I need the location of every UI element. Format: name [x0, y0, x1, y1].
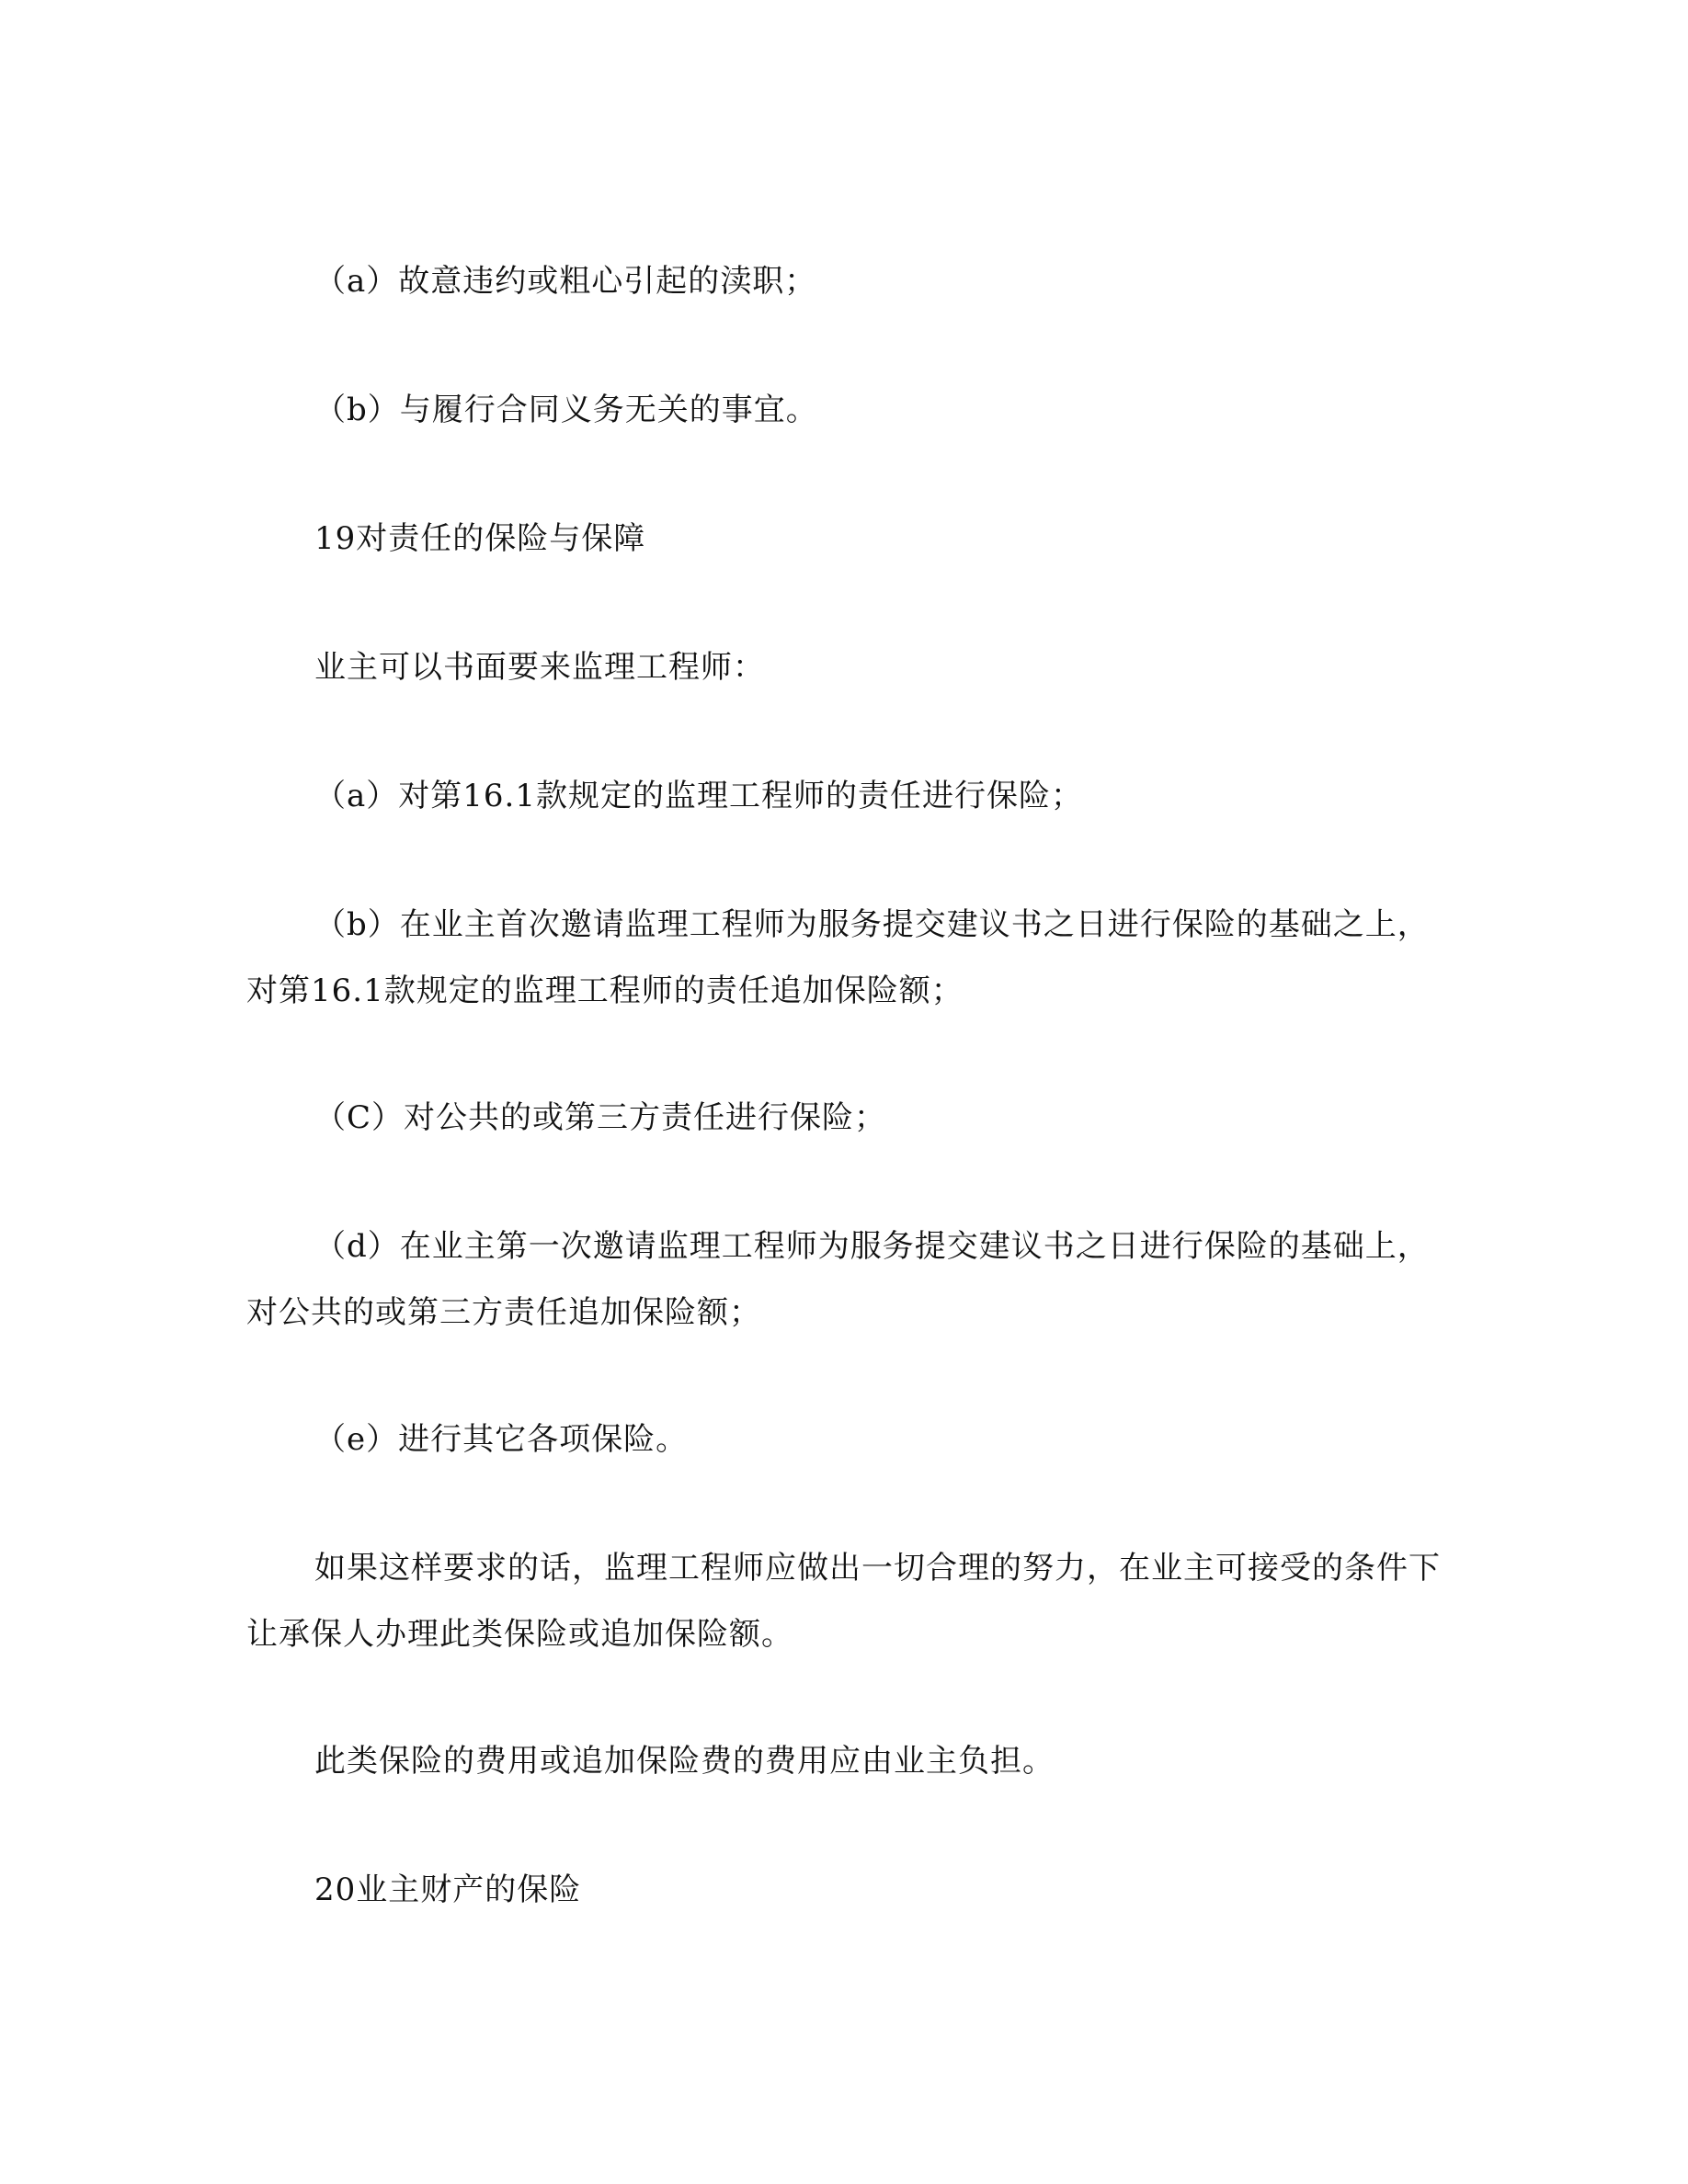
paragraph-clause-b-unrelated: （b）与履行合同义务无关的事宜。	[314, 392, 818, 428]
paragraph-item-d: （d）在业主第一次邀请监理工程师为服务提交建议书之日进行保险的基础上，对公共的或第三方责任追加保险额；	[246, 1228, 1430, 1331]
paragraph-item-e: （e）进行其它各项保险。	[314, 1421, 689, 1458]
paragraph-item-c: （C）对公共的或第三方责任进行保险；	[314, 1099, 887, 1136]
paragraph-item-b: （b）在业主首次邀请监理工程师为服务提交建议书之日进行保险的基础之上，对第16.1款规定的监理工程师的责任追加保险额；	[246, 906, 1430, 1009]
paragraph-insurance-cost: 此类保险的费用或追加保险费的费用应由业主负担。	[314, 1743, 1055, 1780]
paragraph-clause-a-misconduct: （a）故意违约或粗心引起的渎职；	[314, 263, 817, 300]
section-heading-19: 19对责任的保险与保障	[314, 520, 646, 557]
paragraph-owner-request: 业主可以书面要来监理工程师：	[314, 649, 765, 686]
paragraph-if-requested: 如果这样要求的话，监理工程师应做出一切合理的努力，在业主可接受的条件下让承保人办理此类保险或追加保险额。	[246, 1550, 1441, 1653]
section-heading-20: 20业主财产的保险	[314, 1871, 582, 1908]
paragraph-item-a: （a）对第16.1款规定的监理工程师的责任进行保险；	[314, 778, 1083, 814]
